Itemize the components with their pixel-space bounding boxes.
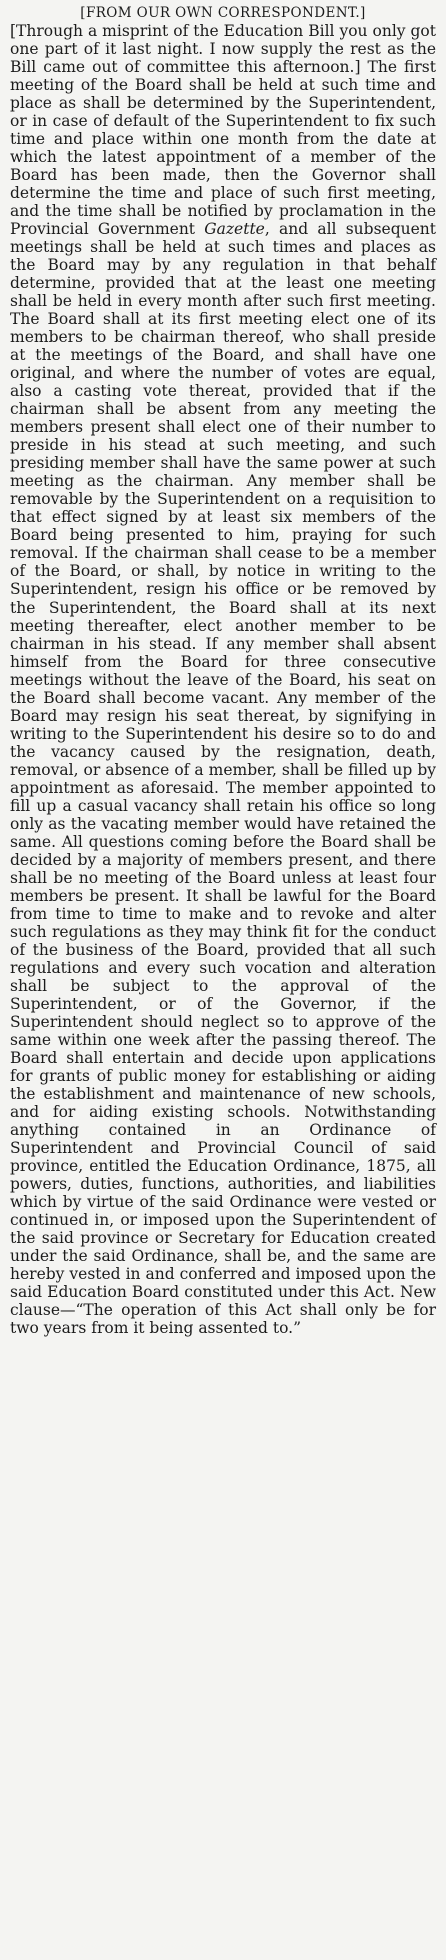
- gazette-title: Gazette: [204, 220, 265, 239]
- article-body: [10, 22, 436, 1337]
- dateline: [FROM OUR OWN CORRESPONDENT.]: [80, 5, 366, 21]
- newspaper-column: [10, 0, 436, 1337]
- article-text-part-2: , and all subsequent meetings shall be held at such times and places as the Board may by any regulation in that behalf determine, provided that at the least one meeting shall be held in every month after such first meeting. The Board shall at its first meeting elect one of its members to be chairman thereof, who shall preside at the meetings of the Board, and shall have one original, and where the number of votes are equal, also a casting vote thereat, provided that if the chairman shall be absent from any meeting the members present shall elect one of their number to preside in his stead at such meeting, and such presiding member shall have the same power at such meeting as the chairman. Any member shall be removable by the Superintendent on a requisition to that effect signed by at least six members of the Board being presented to him, praying for such removal. If the chairman shall cease to be a member of the Board, or shall, by notice in writing to the Superintendent, resign his office or be removed by the Superintendent, the Board shall at its next meeting thereafter, elect another member to be chairman in his stead. If any member shall absent himself from the Board for three consecutive meetings without the leave of the Board, his seat on the Board shall become vacant. Any member of the Board may resign his seat thereat, by signifying in writing to the Superintendent his desire so to do and the vacancy caused by the resignation, death, removal, or absence of a member, shall be filled up by appointment as aforesaid. The member appointed to fill up a casual vacancy shall retain his office so long only as the vacating member would have retained the same. All questions coming before the Board shall be decided by a majority of members present, and there shall be no meeting of the Board unless at least four members be present. It shall be lawful for the Board from time to time to make and to revoke and alter such regulations as they may think fit for the conduct of the business of the Board, provided that all such regulations and every such vocation and alteration shall be subject to the approval of the Superintendent, or of the Governor, if the Superintendent should neglect so to approve of the same within one week after the passing thereof. The Board shall entertain and decide upon applications for grants of public money for establishing or aiding the establishment and maintenance of new schools, and for aiding existing schools. Notwithstanding anything contained in an Ordinance of Superintendent and Provincial Council of said province, entitled the Education Ordinance, 1875, all powers, duties, functions, authorities, and liabilities which by virtue of the said Ordinance were vested or continued in, or imposed upon the Superintendent of the said province or Secretary for Education created under the said Ordinance, shall be, and the same are hereby vested in and conferred and imposed upon the said Education Board constituted under this Act. New clause—“The operation of this Act shall only be for two years from it being assented to.”: [10, 220, 436, 1338]
- article-text-part-1: [Through a misprint of the Education Bill you only got one part of it last night. I now supply the rest as the Bill came out of committee this afternoon.] The first meeting of the Board shall be held at such time and place as shall be determined by the Superintendent, or in case of default of the Superintendent to fix such time and place within one month from the date at which the latest appointment of a member of the Board has been made, then the Governor shall determine the time and place of such first meeting, and the time shall be notified by proclamation in the Provincial Government: [10, 22, 436, 239]
